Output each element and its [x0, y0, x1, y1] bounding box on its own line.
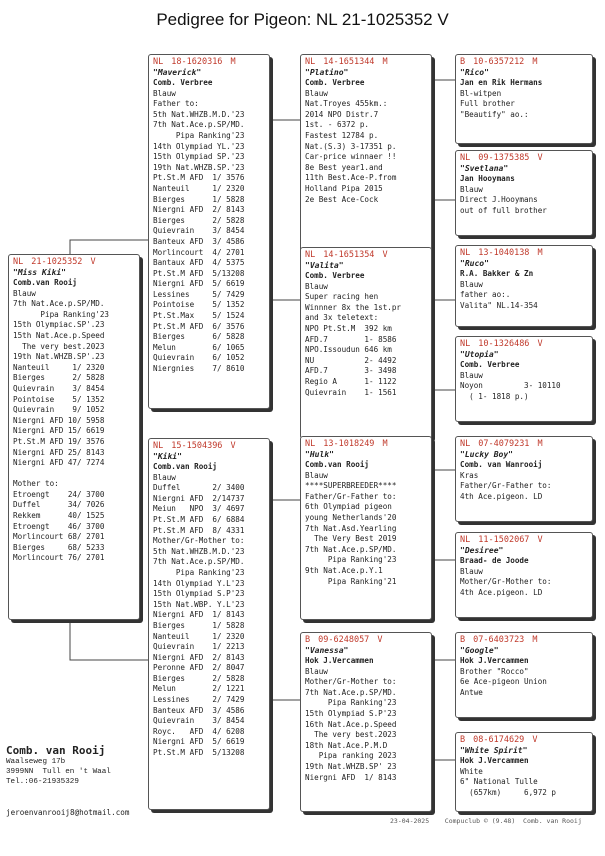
- pigeon-detail-line: Nat.(S.3) 3-17351 p.: [305, 141, 397, 151]
- pigeon-sex: V: [90, 257, 96, 267]
- pigeon-name: "Maverick": [153, 68, 202, 77]
- pigeon-detail-line: Niergni AFD 1/ 8143: [153, 610, 245, 620]
- pigeon-detail-line: young Netherlands'20: [305, 512, 397, 522]
- pigeon-detail-line: 15th Olympiad S.P'23: [305, 708, 397, 718]
- pigeon-detail-line: Pipa ranking 2023: [305, 751, 397, 761]
- pigeon-detail-line: [13, 469, 135, 480]
- pigeon-card-main: [8, 254, 140, 620]
- pigeon-country: B: [460, 635, 466, 645]
- pigeon-card-sss: [455, 54, 593, 144]
- pigeon-detail-line: Niergni AFD 2/ 8143: [153, 652, 245, 662]
- pigeon-detail-line: 11th Best.Ace-P.from: [305, 173, 397, 183]
- pigeon-detail-line: Lessines 5/ 7429: [153, 289, 245, 299]
- pigeon-country: NL: [305, 57, 316, 67]
- pigeon-detail-line: 7th Nat.Ace.p.SP/MD.: [153, 557, 245, 567]
- pigeon-country: NL: [460, 439, 471, 449]
- pigeon-ring-number: 10-1326486: [478, 339, 530, 349]
- pigeon-detail-line: Blauw: [460, 279, 483, 289]
- pigeon-owner: Comb. Verbree: [305, 78, 365, 87]
- pigeon-detail-line: 15th Nat.Ace.p.Speed: [13, 330, 105, 340]
- pigeon-detail-line: Valita" NL.14-354: [460, 300, 538, 310]
- pigeon-detail-line: Direct J.Hooymans: [460, 195, 538, 205]
- pigeon-ring-header: [305, 57, 427, 68]
- pigeon-owner: Hok J.Vercammen: [305, 656, 374, 665]
- pigeon-name: "Rico": [460, 68, 489, 77]
- pigeon-detail-line: Full brother: [460, 99, 515, 109]
- pigeon-ring-header: [153, 441, 265, 452]
- pigeon-detail-line: Regio A 1- 1122: [305, 376, 397, 386]
- pigeon-country: NL: [305, 439, 316, 449]
- pigeon-detail-line: Bierges 68/ 5233: [13, 542, 105, 552]
- pigeon-country: B: [460, 57, 466, 67]
- pigeon-detail-line: 7th Nat.Ace.p.SP/MD.: [153, 120, 245, 130]
- pigeon-card-dss: [455, 436, 593, 522]
- pigeon-owner: Comb.van Rooij: [13, 278, 78, 287]
- pigeon-detail-line: Niergni AFD 15/ 6619: [13, 426, 105, 436]
- pigeon-detail-line: Meiun NPO 3/ 4697: [153, 504, 245, 514]
- pigeon-ring-number: 14-1651354: [323, 250, 375, 260]
- pigeon-detail-line: (657km) 6,972 p: [460, 787, 557, 797]
- pigeon-detail-line: Niergni AFD 1/ 8143: [305, 772, 397, 782]
- pigeon-detail-line: Banteux AFD 3/ 4586: [153, 236, 245, 246]
- pigeon-detail-line: Etroengt 46/ 3700: [13, 521, 105, 531]
- pigeon-sex: V: [537, 153, 543, 163]
- page-title: Pedigree for Pigeon: NL 21-1025352 V: [156, 10, 449, 29]
- pigeon-detail-line: Bantaux AFD 4/ 5375: [153, 258, 245, 268]
- pigeon-detail-line: Blauw: [460, 370, 483, 380]
- pigeon-detail-line: 5th Nat.WHZB.M.D.'23: [153, 109, 245, 119]
- pigeon-detail-line: Blauw: [460, 566, 483, 576]
- pigeon-detail-line: out of full brother: [460, 205, 547, 215]
- pigeon-detail-line: 2014 NPO Distr.7: [305, 109, 379, 119]
- pigeon-detail-line: Bierges 1/ 5828: [153, 194, 245, 204]
- pigeon-country: NL: [153, 57, 164, 67]
- breeder-email[interactable]: jeroenvanrooij8@hotmail.com: [6, 808, 130, 817]
- pigeon-name: "Miss Kiki": [13, 268, 66, 277]
- pigeon-detail-line: Father to:: [153, 99, 199, 109]
- pigeon-detail-line: 15th Olympiad S.P'23: [153, 589, 245, 599]
- pigeon-card-ssd: [455, 150, 593, 236]
- pigeon-ring-number: 09-1375385: [478, 153, 530, 163]
- pigeon-detail-line: 14th Olympiad Y.L'23: [153, 578, 245, 588]
- pigeon-name: "White Spirit": [460, 746, 528, 755]
- pigeon-sex: M: [382, 439, 388, 449]
- pigeon-sex: M: [537, 248, 543, 258]
- pigeon-detail-line: 4th Ace.pigeon. LD: [460, 491, 543, 501]
- pigeon-detail-line: Bierges 1/ 5828: [153, 620, 245, 630]
- pigeon-name: "Desiree": [460, 546, 504, 555]
- pigeon-ring-number: 14-1651344: [323, 57, 375, 67]
- pigeon-country: B: [305, 635, 311, 645]
- pigeon-name: "Vanessa": [305, 646, 349, 655]
- pigeon-ring-number: 18-1620316: [171, 57, 223, 67]
- pigeon-detail-line: The very best.2023: [13, 341, 105, 351]
- pigeon-detail-line: Niergni AFD 5/ 6619: [153, 279, 245, 289]
- pigeon-detail-line: Bierges 6/ 5828: [153, 332, 245, 342]
- pigeon-sex: M: [532, 57, 538, 67]
- pigeon-detail-line: father ao:.: [460, 290, 511, 300]
- pigeon-owner: Jan Hooymans: [460, 174, 515, 183]
- pigeon-detail-line: Duffel 2/ 3400: [153, 483, 245, 493]
- pigeon-detail-line: Quievrain 1/ 2213: [153, 642, 245, 652]
- pigeon-detail-line: ( 1- 1818 p.): [460, 391, 529, 401]
- pigeon-detail-line: 6th Olympiad pigeon: [305, 502, 392, 512]
- pigeon-detail-line: 7th Nat.Ace.p.SP/MD.: [13, 299, 105, 309]
- pigeon-country: NL: [460, 248, 471, 258]
- pigeon-detail-line: Quievrain 3/ 8454: [13, 383, 105, 393]
- pigeon-card-dsd: [455, 532, 593, 618]
- pigeon-detail-line: Niergnies 7/ 8610: [153, 364, 245, 374]
- pigeon-sex: V: [377, 635, 383, 645]
- pigeon-detail-line: Pointoise 5/ 1352: [153, 300, 245, 310]
- pigeon-detail-line: Fastest 12784 p.: [305, 130, 379, 140]
- pigeon-detail-line: Nat.Troyes 455km.:: [305, 99, 388, 109]
- pigeon-detail-line: Royc. AFD 4/ 6208: [153, 726, 245, 736]
- pigeon-detail-line: 9th Nat.Ace.p.Y.1: [305, 565, 383, 575]
- pigeon-detail-line: Pt.St.M AFD 19/ 3576: [13, 436, 105, 446]
- pigeon-name: "Hulk": [305, 450, 334, 459]
- pigeon-sex: V: [537, 535, 543, 545]
- pigeon-detail-line: Morlincourt 68/ 2701: [13, 532, 105, 542]
- pigeon-card-sire: [148, 54, 270, 409]
- pigeon-sex: V: [537, 339, 543, 349]
- pigeon-name: "Platino": [305, 68, 349, 77]
- pigeon-ring-number: 11-1502067: [478, 535, 530, 545]
- pigeon-detail-line: Pt.St.Max 5/ 1524: [153, 311, 245, 321]
- pigeon-detail-line: The very best.2023: [305, 730, 397, 740]
- pigeon-detail-line: Melun 2/ 1221: [153, 684, 245, 694]
- pigeon-card-dam: [148, 438, 270, 810]
- pigeon-owner: Braad- de Joode: [460, 556, 529, 565]
- pigeon-detail-line: 19th Nat.WHZB.SP.'23: [153, 162, 245, 172]
- pigeon-country: B: [460, 735, 466, 745]
- pigeon-detail-line: 7th Nat.Ace.p.SP/MD.: [305, 544, 397, 554]
- pigeon-detail-line: 6" National Tulle: [460, 777, 538, 787]
- pigeon-detail-line: Bl-witpen: [460, 88, 502, 98]
- pigeon-detail-line: Kras: [460, 470, 479, 480]
- pigeon-sex: V: [230, 441, 236, 451]
- pigeon-detail-line: Niergni AFD 47/ 7274: [13, 458, 105, 468]
- pigeon-detail-line: 2e Best Ace-Cock: [305, 194, 379, 204]
- pigeon-detail-line: Blauw: [460, 184, 483, 194]
- pigeon-detail-line: Pt.St.M AFD 1/ 3576: [153, 173, 245, 183]
- pigeon-detail-line: Winnner 8x the 1st.pr: [305, 302, 402, 312]
- breeder-address: Waalseweg 17b: [6, 758, 66, 766]
- pigeon-owner: Comb.van Rooij: [305, 460, 370, 469]
- pigeon-detail-line: Mother/Gr-Mother to:: [153, 536, 245, 546]
- pigeon-detail-line: 7th Nat.Asd.Yearling: [305, 523, 397, 533]
- pigeon-owner: Comb. van Wanrooij: [460, 460, 543, 469]
- pigeon-name: "Google": [460, 646, 499, 655]
- pigeon-detail-line: Quievrain 1- 1561: [305, 387, 397, 397]
- pigeon-detail-line: Super racing hen: [305, 292, 379, 302]
- pigeon-detail-line: Blauw: [305, 281, 328, 291]
- pigeon-ring-number: 10-6357212: [473, 57, 525, 67]
- pigeon-ring-header: [460, 535, 588, 546]
- pigeon-name: "Utopia": [460, 350, 499, 359]
- pigeon-detail-line: Pipa Ranking'23: [153, 130, 245, 140]
- pigeon-detail-line: Blauw: [305, 88, 328, 98]
- pigeon-name: "Lucky Boy": [460, 450, 513, 459]
- pigeon-detail-line: 7th Nat.Ace.p.SP/MD.: [305, 687, 397, 697]
- pigeon-detail-line: Blauw: [153, 88, 176, 98]
- pigeon-ring-number: 09-6248057: [318, 635, 370, 645]
- pigeon-detail-line: Pipa Ranking'23: [13, 309, 110, 319]
- pigeon-detail-line: Niergni AFD 10/ 5958: [13, 415, 105, 425]
- pigeon-detail-line: Quievrain 6/ 1052: [153, 353, 245, 363]
- pigeon-detail-line: Pt.St.M AFD 8/ 4331: [153, 525, 245, 535]
- pigeon-owner: R.A. Bakker & Zn: [460, 269, 534, 278]
- pigeon-card-ddd: [455, 732, 593, 812]
- pigeon-detail-line: Niergni AFD 2/14737: [153, 493, 245, 503]
- pigeon-detail-line: Pt.St.M AFD 5/13208: [153, 748, 245, 758]
- pigeon-country: NL: [460, 153, 471, 163]
- pigeon-card-dds: [455, 632, 593, 718]
- pigeon-ring-header: [460, 635, 588, 646]
- pigeon-card-sdd: [455, 336, 593, 422]
- pigeon-detail-line: 15th Olympiad SP.'23: [153, 152, 245, 162]
- pigeon-detail-line: Mother to:: [13, 479, 59, 489]
- pigeon-sex: V: [382, 250, 388, 260]
- pigeon-detail-line: and 3x teletext:: [305, 313, 379, 323]
- pigeon-detail-line: Quievrain 3/ 8454: [153, 716, 245, 726]
- pigeon-detail-line: Pipa Ranking'23: [153, 567, 245, 577]
- pigeon-detail-line: 5th Nat.WHZB.M.D.'23: [153, 546, 245, 556]
- pigeon-detail-line: 4th Ace.pigeon. LD: [460, 587, 543, 597]
- breeder-city: 3999NN Tull en 't Waal: [6, 768, 111, 776]
- pigeon-card-sds: [455, 245, 593, 327]
- pigeon-name: "Valita": [305, 261, 344, 270]
- pigeon-country: NL: [305, 250, 316, 260]
- pigeon-detail-line: NU 2- 4492: [305, 355, 397, 365]
- pigeon-detail-line: Pointoise 5/ 1352: [13, 394, 105, 404]
- pigeon-detail-line: ****SUPERBREEDER****: [305, 481, 397, 491]
- pigeon-card-ss: [300, 54, 432, 254]
- pigeon-ring-header: [305, 439, 427, 450]
- pigeon-detail-line: Pipa Ranking'23: [305, 698, 397, 708]
- pigeon-detail-line: Pt.St.M AFD 5/13208: [153, 268, 245, 278]
- pigeon-detail-line: Morlincourt 4/ 2701: [153, 247, 245, 257]
- pigeon-ring-header: [460, 439, 588, 450]
- pigeon-detail-line: 19th Nat.WHZB.SP' 23: [305, 761, 397, 771]
- pigeon-card-sd: [300, 247, 432, 439]
- pigeon-detail-line: Brother "Rocco": [460, 666, 529, 676]
- pigeon-detail-line: Nanteuil 1/ 2320: [153, 183, 245, 193]
- pigeon-country: NL: [460, 535, 471, 545]
- pigeon-owner: Comb. Verbree: [460, 360, 520, 369]
- pigeon-sex: M: [532, 635, 538, 645]
- pigeon-detail-line: Bierges 2/ 5828: [153, 673, 245, 683]
- pigeon-detail-line: Pt.St.M AFD 6/ 6884: [153, 514, 245, 524]
- pigeon-detail-line: Mother/Gr-Mother to:: [305, 677, 397, 687]
- pigeon-detail-line: AFD.7 3- 3498: [305, 366, 397, 376]
- pigeon-ring-number: 07-4079231: [478, 439, 530, 449]
- pigeon-ring-header: [460, 153, 588, 164]
- pigeon-detail-line: The Very Best 2019: [305, 534, 397, 544]
- pigeon-detail-line: 16th Nat.Ace.p.Speed: [305, 719, 397, 729]
- pigeon-detail-line: Holland Pipa 2015: [305, 183, 383, 193]
- pigeon-detail-line: Quievrain 9/ 1052: [13, 405, 105, 415]
- pigeon-owner: Comb. Verbree: [305, 271, 365, 280]
- pigeon-detail-line: Nanteuil 1/ 2320: [153, 631, 245, 641]
- pigeon-detail-line: Antwe: [460, 687, 483, 697]
- pigeon-ring-header: [460, 339, 588, 350]
- pigeon-detail-line: Etroengt 24/ 3700: [13, 489, 105, 499]
- pigeon-detail-line: Pipa Ranking'23: [305, 555, 397, 565]
- pigeon-detail-line: 18th Nat.Ace.P.M.D: [305, 740, 388, 750]
- pigeon-detail-line: Lessines 2/ 7429: [153, 695, 245, 705]
- pigeon-sex: V: [532, 735, 538, 745]
- pigeon-country: NL: [13, 257, 24, 267]
- pigeon-ring-header: [13, 257, 135, 268]
- pigeon-ring-header: [460, 735, 588, 746]
- pigeon-detail-line: Melun 6/ 1065: [153, 342, 245, 352]
- pigeon-detail-line: 15th Nat.WBP. Y.L'23: [153, 599, 245, 609]
- pigeon-owner: Hok J.Vercammen: [460, 656, 529, 665]
- pigeon-ring-header: [153, 57, 265, 68]
- pigeon-ring-number: 15-1504396: [171, 441, 223, 451]
- pigeon-ring-number: 07-6403723: [473, 635, 525, 645]
- pigeon-detail-line: Blauw: [305, 470, 328, 480]
- pigeon-detail-line: Niergni AFD 2/ 8143: [153, 205, 245, 215]
- pigeon-detail-line: 8e Best year1.and: [305, 162, 383, 172]
- pigeon-detail-line: Bierges 2/ 5828: [153, 215, 245, 225]
- pigeon-detail-line: Rekkem 40/ 1525: [13, 511, 105, 521]
- pigeon-detail-line: Mother/Gr-Mother to:: [460, 577, 552, 587]
- pigeon-detail-line: White: [460, 766, 483, 776]
- pigeon-detail-line: Blauw: [153, 472, 176, 482]
- breeder-phone: Tel.:06-21935329: [6, 778, 79, 786]
- pigeon-detail-line: 1st. - 6372 p.: [305, 120, 370, 130]
- pigeon-detail-line: Duffel 34/ 7026: [13, 500, 105, 510]
- pigeon-detail-line: Banteux AFD 3/ 4586: [153, 705, 245, 715]
- breeder-footer: [6, 744, 111, 787]
- pigeon-owner: Hok J.Vercammen: [460, 756, 529, 765]
- pigeon-detail-line: Pt.St.M AFD 6/ 3576: [153, 321, 245, 331]
- pigeon-detail-line: Bierges 2/ 5828: [13, 373, 105, 383]
- pigeon-detail-line: Morlincourt 76/ 2701: [13, 553, 105, 563]
- pigeon-ring-number: 13-1040138: [478, 248, 530, 258]
- pigeon-owner: Comb.van Rooij: [153, 462, 218, 471]
- pigeon-name: "Kiki": [153, 452, 182, 461]
- pigeon-country: NL: [460, 339, 471, 349]
- pigeon-detail-line: AFD.7 1- 8586: [305, 334, 397, 344]
- print-stamp: 23-04-2025 Compuclub © (9.48) Comb. van Rooij: [390, 817, 582, 825]
- pigeon-detail-line: Father/Gr-Father to:: [305, 491, 397, 501]
- pigeon-detail-line: Nanteuil 1/ 2320: [13, 362, 105, 372]
- pigeon-name: "Svetlana": [460, 164, 509, 173]
- pigeon-owner: Jan en Rik Hermans: [460, 78, 543, 87]
- pigeon-detail-line: "Beautify" ao.:: [460, 109, 529, 119]
- breeder-name: Comb. van Rooij: [6, 744, 106, 757]
- pigeon-detail-line: Quievrain 3/ 8454: [153, 226, 245, 236]
- pigeon-detail-line: Father/Gr-Father to:: [460, 481, 552, 491]
- pigeon-detail-line: 6e Ace-pigeon Union: [460, 677, 547, 687]
- pigeon-detail-line: Blauw: [13, 288, 36, 298]
- pigeon-country: NL: [153, 441, 164, 451]
- pigeon-ring-header: [460, 57, 588, 68]
- pigeon-detail-line: Peronne AFD 2/ 8047: [153, 663, 245, 673]
- pigeon-ring-number: 21-1025352: [31, 257, 83, 267]
- pigeon-ring-number: 08-6174629: [473, 735, 525, 745]
- pigeon-detail-line: NPO Pt.St.M 392 km: [305, 323, 392, 333]
- pigeon-detail-line: Niergni AFD 25/ 8143: [13, 447, 105, 457]
- pigeon-sex: M: [537, 439, 543, 449]
- pigeon-ring-header: [460, 248, 588, 259]
- pigeon-detail-line: Car-price winnaer !!: [305, 152, 397, 162]
- pigeon-detail-line: NPO.Issoudun 646 km: [305, 345, 392, 355]
- pigeon-card-ds: [300, 436, 432, 620]
- pigeon-detail-line: 19th Nat.WHZB.SP'.23: [13, 352, 105, 362]
- pigeon-detail-line: Pipa Ranking'21: [305, 576, 397, 586]
- pigeon-detail-line: 14th Olympiad YL.'23: [153, 141, 245, 151]
- pigeon-detail-line: Noyon 3- 10110: [460, 381, 561, 391]
- pigeon-detail-line: Niergni AFD 5/ 6619: [153, 737, 245, 747]
- pigeon-detail-line: 15th Olympiac.SP'.23: [13, 320, 105, 330]
- pigeon-name: "Ruco": [460, 259, 489, 268]
- pigeon-ring-number: 13-1018249: [323, 439, 375, 449]
- pigeon-ring-header: [305, 250, 427, 261]
- pigeon-sex: M: [230, 57, 236, 67]
- pigeon-detail-line: Blauw: [305, 666, 328, 676]
- pigeon-owner: Comb. Verbree: [153, 78, 213, 87]
- pigeon-sex: M: [382, 57, 388, 67]
- pigeon-ring-header: [305, 635, 427, 646]
- pigeon-card-dd: [300, 632, 432, 812]
